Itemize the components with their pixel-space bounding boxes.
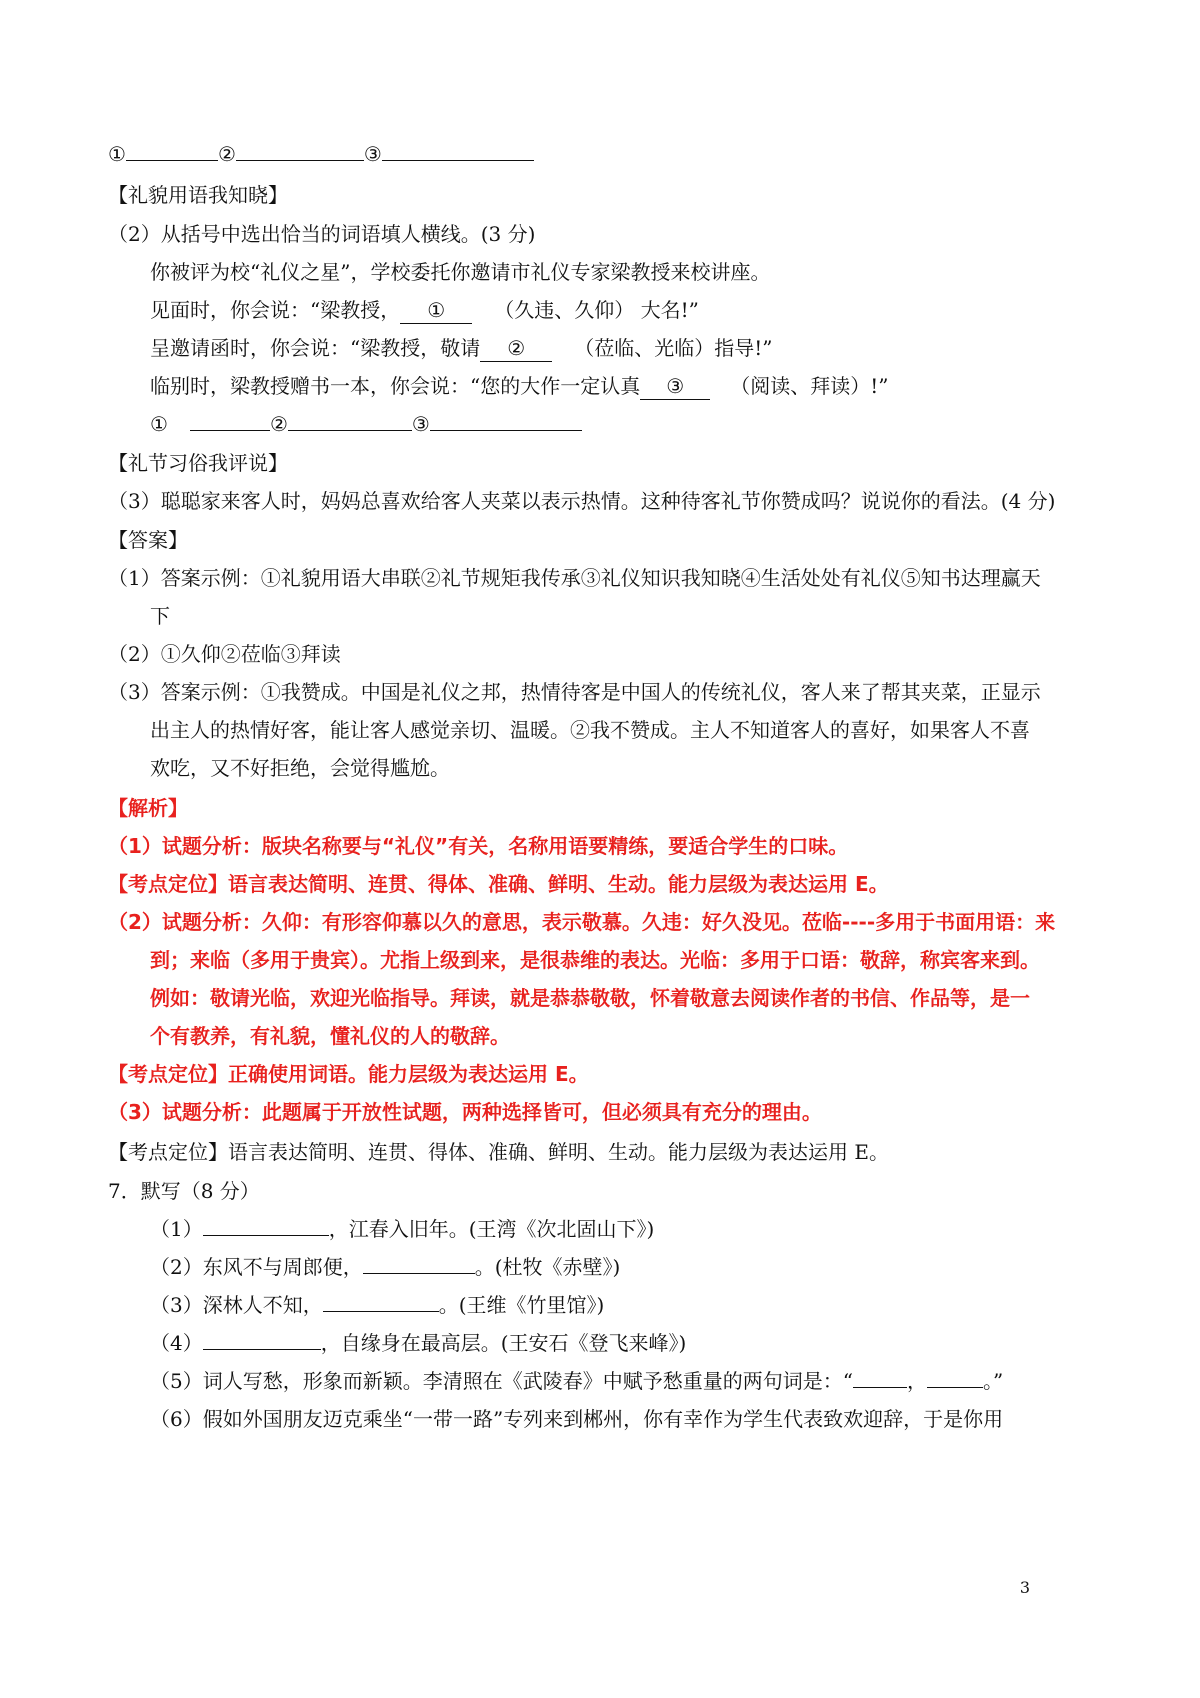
question-7-item-6: （6）假如外国朋友迈克乘坐“一带一路”专列来到郴州，你有幸作为学生代表致欢迎辞，于是你用	[150, 1407, 1004, 1431]
blank-1: ①	[400, 297, 472, 324]
blank	[203, 1329, 321, 1350]
section-heading-polite: 【礼貌用语我知晓】	[108, 183, 288, 207]
question-2-line-3	[150, 372, 889, 400]
question-2-context: 你被评为校“礼仪之星”，学校委托你邀请市礼仪专家梁教授来校讲座。	[150, 260, 771, 284]
question-7-item-4	[150, 1329, 686, 1357]
item-text: 。”	[982, 1369, 1004, 1393]
blank	[382, 140, 534, 161]
blank	[288, 410, 412, 431]
blank-3: ③	[640, 373, 710, 400]
blank	[323, 1291, 439, 1312]
blank	[927, 1367, 983, 1388]
line-text: （莅临、光临）指导!”	[574, 336, 773, 360]
question-7-item-1	[150, 1215, 654, 1243]
item-text: 。(王维《竹里馆》)	[438, 1293, 605, 1317]
answer-1-line-2: 下	[150, 604, 170, 628]
blank	[203, 1215, 329, 1236]
question-3: （3）聪聪家来客人时，妈妈总喜欢给客人夹菜以表示热情。这种待客礼节你赞成吗？说说你的看法。(4 分)	[108, 489, 1056, 513]
answer-3-line-1: （3）答案示例：①我赞成。中国是礼仪之邦，热情待客是中国人的传统礼仪，客人来了帮其夹菜，正显示	[108, 680, 1041, 704]
question-7-item-3	[150, 1291, 604, 1319]
line-text: 临别时，梁教授赠书一本，你会说：“您的大作一定认真	[150, 374, 641, 398]
question-7-title: 7．默写（8 分）	[108, 1179, 260, 1203]
item-text: ，自缘身在最高层。(王安石《登飞来峰》)	[320, 1331, 687, 1355]
item-text: ，	[906, 1369, 927, 1393]
analysis-2-line-1: （2）试题分析：久仰：有形容仰慕以久的意思，表示敬慕。久违：好久没见。莅临----多用于书面用语：来	[108, 910, 1056, 934]
answer-heading: 【答案】	[108, 528, 188, 552]
keypoint-3: 【考点定位】语言表达简明、连贯、得体、准确、鲜明、生动。能力层级为表达运用 E。	[108, 1140, 889, 1164]
line-text: 呈邀请函时，你会说：“梁教授，敬请	[150, 336, 481, 360]
question-7-item-5	[150, 1367, 1003, 1395]
item-text: （3）深林人不知，	[150, 1293, 323, 1317]
item-text: （5）词人写愁，形象而新颖。李清照在《武陵春》中赋予愁重量的两句词是：“	[150, 1369, 853, 1393]
blank	[430, 410, 582, 431]
analysis-1: （1）试题分析：版块名称要与“礼仪”有关，名称用语要精练，要适合学生的口味。	[108, 834, 849, 858]
item-text: 。(杜牧《赤壁》)	[474, 1255, 621, 1279]
circle-three: ③	[363, 142, 382, 166]
line-text: （久违、久仰） 大名!”	[494, 298, 699, 322]
item-text: （1）	[150, 1217, 203, 1241]
item-text: ，江春入旧年。(王湾《次北固山下》)	[328, 1217, 655, 1241]
analysis-2-line-2: 到；来临（多用于贵宾）。尤指上级到来，是很恭维的表达。光临：多用于口语：敬辞，称宾客来到。	[150, 948, 1040, 972]
question-2-answer-line	[150, 410, 582, 438]
blank	[236, 140, 364, 161]
blank-2: ②	[480, 335, 552, 362]
answer-3-line-3: 欢吃，又不好拒绝，会觉得尴尬。	[150, 756, 450, 780]
page-number: 3	[1019, 1578, 1030, 1597]
blank	[126, 140, 218, 161]
circle-two: ②	[217, 142, 236, 166]
question-7-item-2	[150, 1253, 620, 1281]
analysis-2-line-4: 个有教养，有礼貌，懂礼仪的人的敬辞。	[150, 1024, 510, 1048]
question-2-line-1	[150, 296, 699, 324]
line-text: （阅读、拜读）!”	[730, 374, 889, 398]
question-2-line-2	[150, 334, 773, 362]
blank	[190, 410, 270, 431]
circle-one: ①	[108, 142, 126, 166]
item-text: （2）东风不与周郎便，	[150, 1255, 363, 1279]
circle-three: ③	[411, 412, 430, 436]
analysis-keypoint-1: 【考点定位】语言表达简明、连贯、得体、准确、鲜明、生动。能力层级为表达运用 E。	[108, 872, 889, 896]
circle-two: ②	[269, 412, 288, 436]
analysis-3: （3）试题分析：此题属于开放性试题，两种选择皆可，但必须具有充分的理由。	[108, 1100, 822, 1124]
answer-1-line-1: （1）答案示例：①礼貌用语大串联②礼节规矩我传承③礼仪知识我知晓④生活处处有礼仪⑤知书达理赢天	[108, 566, 1041, 590]
answer-3-line-2: 出主人的热情好客，能让客人感觉亲切、温暖。②我不赞成。主人不知道客人的喜好，如果客人不喜	[150, 718, 1030, 742]
blank	[363, 1253, 475, 1274]
answer-2: （2）①久仰②莅临③拜读	[108, 642, 341, 666]
section-heading-custom: 【礼节习俗我评说】	[108, 451, 288, 475]
circle-one: ①	[150, 412, 168, 436]
item-text: （4）	[150, 1331, 203, 1355]
question-2-title: （2）从括号中选出恰当的词语填人横线。(3 分)	[108, 222, 536, 246]
analysis-2-line-3: 例如：敬请光临，欢迎光临指导。拜读，就是恭恭敬敬，怀着敬意去阅读作者的书信、作品等，是一	[150, 986, 1030, 1010]
analysis-heading: 【解析】	[108, 796, 188, 820]
analysis-keypoint-2: 【考点定位】正确使用词语。能力层级为表达运用 E。	[108, 1062, 589, 1086]
line-text: 见面时，你会说：“梁教授，	[150, 298, 401, 322]
blank	[853, 1367, 907, 1388]
blank-answer-line	[108, 140, 534, 168]
